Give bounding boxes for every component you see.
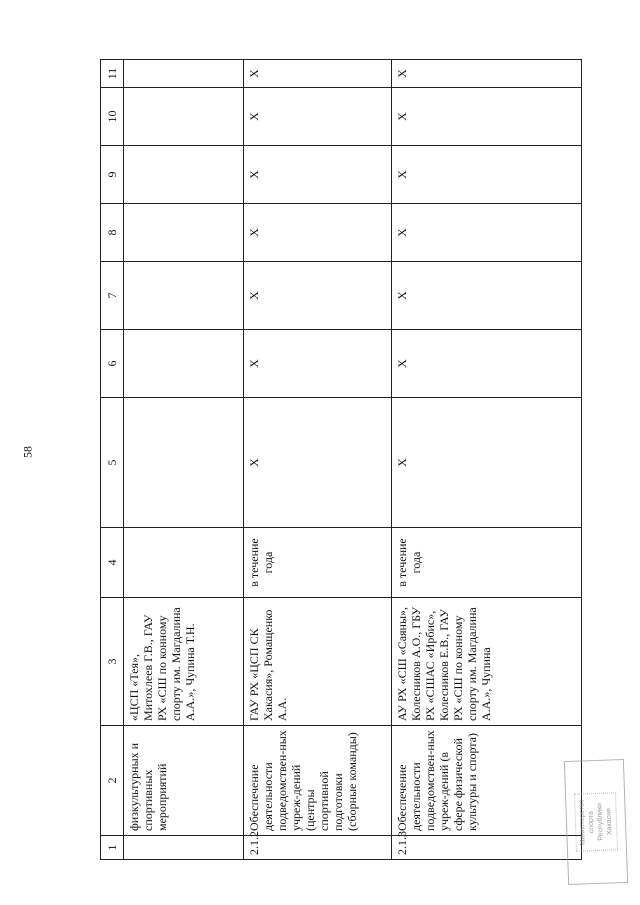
header-row [101, 60, 124, 860]
responsible-cell: АУ РХ «СШ «Саяны», Колесников А.О., ГБУ РХ «СШАС «Ирбис», Колесников Е.В., ГАУ РХ «СШ по конному спорту им. Магдалина А.А.», Чупина [392, 598, 582, 726]
header-cell: 3 [101, 598, 124, 726]
header-cell: 7 [101, 262, 124, 330]
plan-table [100, 59, 582, 860]
activity-cell: Обеспечение деятельности подведомствен-ных учреж-дений (центры спортивной подготовки (сборные команды) [244, 726, 392, 836]
registration-stamp [564, 759, 628, 885]
value-cell [124, 330, 244, 398]
header-cell: 4 [101, 528, 124, 598]
rotated-table-container [100, 60, 582, 860]
value-cell: X [244, 398, 392, 528]
value-cell [124, 88, 244, 146]
header-cell: 6 [101, 330, 124, 398]
row-number-cell: 2.1.3 [392, 836, 582, 860]
header-cell: 5 [101, 398, 124, 528]
header-cell: 10 [101, 88, 124, 146]
value-cell: X [244, 60, 392, 88]
header-cell: 1 [101, 836, 124, 860]
term-cell: в течение года [244, 528, 392, 598]
value-cell: X [392, 398, 582, 528]
header-cell: 11 [101, 60, 124, 88]
value-cell: X [244, 88, 392, 146]
row-number-cell: 2.1.2 [244, 836, 392, 860]
term-cell: в течение года [392, 528, 582, 598]
header-cell: 9 [101, 146, 124, 204]
table-row [392, 60, 582, 860]
row-number-cell [124, 836, 244, 860]
page-number: 58 [20, 446, 35, 458]
stamp-text: Министерство спорта Республики Хакасия [574, 792, 618, 851]
table-row [124, 60, 244, 860]
responsible-cell: ГАУ РХ «ЦСП СК Хакасия», Ромащенко А.А. [244, 598, 392, 726]
responsible-cell: «ЦСП «Тея», Митохлеев Г.В., ГАУ РХ «СШ по конному спорту им. Магдалина А.А.», Чупина Т.Н. [124, 598, 244, 726]
activity-cell: физкультурных и спортивных мероприятий [124, 726, 244, 836]
value-cell [124, 204, 244, 262]
activity-cell: Обеспечение деятельности подведомствен-ных учреж-дений (в сфере физической культуры и спорта) [392, 726, 582, 836]
header-cell: 8 [101, 204, 124, 262]
header-cell: 2 [101, 726, 124, 836]
value-cell [124, 60, 244, 88]
value-cell: X [392, 88, 582, 146]
value-cell: X [392, 330, 582, 398]
value-cell: X [392, 60, 582, 88]
value-cell [124, 262, 244, 330]
value-cell: X [244, 262, 392, 330]
value-cell: X [392, 146, 582, 204]
value-cell: X [244, 204, 392, 262]
value-cell: X [392, 204, 582, 262]
term-cell [124, 528, 244, 598]
value-cell [124, 146, 244, 204]
value-cell: X [244, 146, 392, 204]
value-cell [124, 398, 244, 528]
value-cell: X [392, 262, 582, 330]
table-row [244, 60, 392, 860]
value-cell: X [244, 330, 392, 398]
